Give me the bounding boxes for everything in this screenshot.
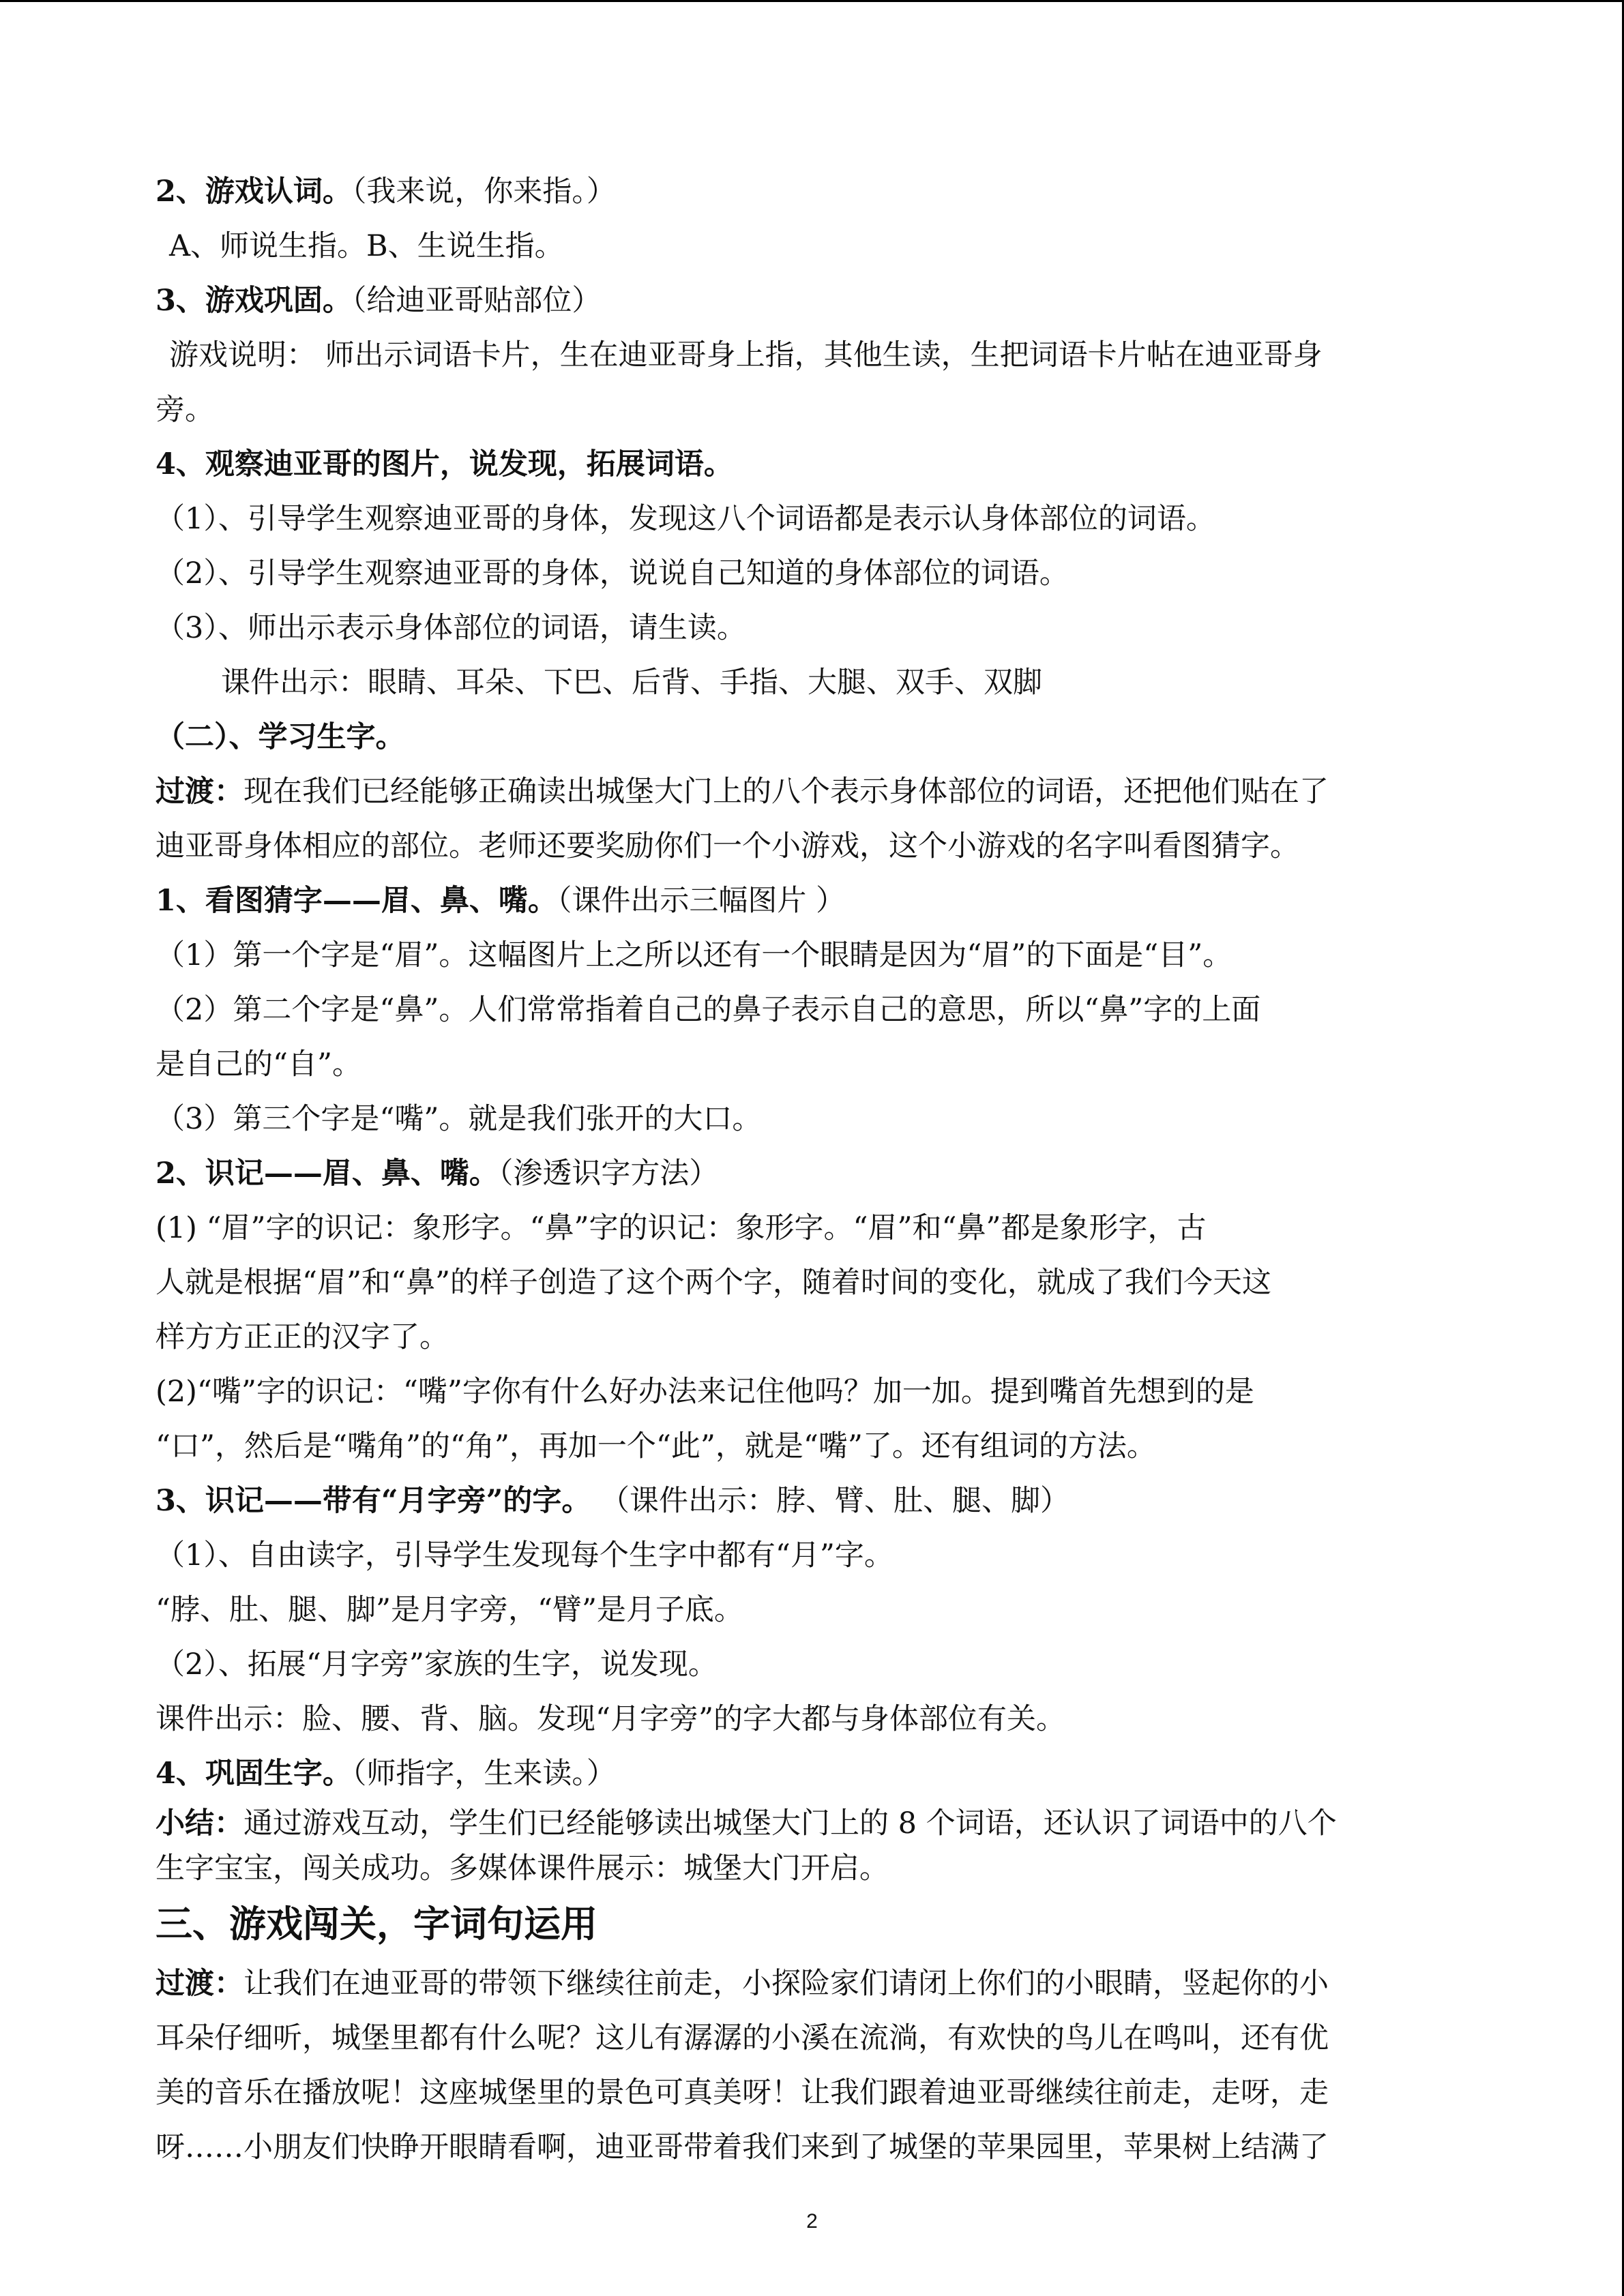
paragraph: 耳朵仔细听，城堡里都有什么呢？这儿有潺潺的小溪在流淌，有欢快的鸟儿在鸣叫，还有优: [156, 2021, 1329, 2055]
list-item: （3）、师出示表示身体部位的词语，请生读。: [156, 611, 746, 645]
paragraph: 过渡：现在我们已经能够正确读出城堡大门上的八个表示身体部位的词语，还把他们贴在了: [156, 775, 1329, 809]
paragraph: 课件出示：脸、腰、背、脑。发现“月字旁”的字大都与身体部位有关。: [156, 1702, 1065, 1736]
paragraph: A、师说生指。B、生说生指。: [169, 229, 564, 263]
paragraph: 是自己的“自”。: [156, 1047, 361, 1082]
step-heading-1: 1、看图猜字——眉、鼻、嘴。（课件出示三幅图片 ）: [156, 884, 846, 918]
paragraph: 过渡：让我们在迪亚哥的带领下继续往前走，小探险家们请闭上你们的小眼睛，竖起你的小: [156, 1967, 1329, 2001]
paragraph: 呀……小朋友们快睁开眼睛看啊，迪亚哥带着我们来到了城堡的苹果园里，苹果树上结满了: [156, 2130, 1329, 2164]
list-item: (2)“嘴”字的识记：“嘴”字你有什么好办法来记住他吗？加一加。提到嘴首先想到的是: [156, 1375, 1254, 1409]
list-item: (1) “眉”字的识记：象形字。“鼻”字的识记：象形字。“眉”和“鼻”都是象形字，古: [156, 1211, 1207, 1245]
document-body: [156, 164, 1472, 2175]
paragraph: 人就是根据“眉”和“鼻”的样子创造了这个两个字，随着时间的变化，就成了我们今天这: [156, 1266, 1271, 1300]
paragraph: 样方方正正的汉字了。: [156, 1320, 449, 1354]
paragraph: 课件出示：眼睛、耳朵、下巴、后背、手指、大腿、双手、双脚: [221, 666, 1042, 700]
section-heading: （二）、学习生字。: [156, 720, 405, 754]
list-item: （2）第二个字是“鼻”。人们常常指着自己的鼻子表示自己的意思，所以“鼻”字的上面: [156, 993, 1261, 1027]
list-item: （1）、自由读字，引导学生发现每个生字中都有“月”字。: [156, 1538, 894, 1572]
paragraph: “脖、肚、腿、脚”是月字旁，“臂”是月子底。: [156, 1593, 743, 1627]
paragraph: 迪亚哥身体相应的部位。老师还要奖励你们一个小游戏，这个小游戏的名字叫看图猜字。: [156, 829, 1299, 863]
list-item: （3）第三个字是“嘴”。就是我们张开的大口。: [156, 1102, 762, 1136]
paragraph: 游戏说明： 师出示词语卡片，生在迪亚哥身上指，其他生读，生把词语卡片帖在迪亚哥身: [169, 338, 1323, 372]
summary-paragraph: 生字宝宝，闯关成功。多媒体课件展示：城堡大门开启。: [156, 1851, 889, 1885]
list-item: （1）第一个字是“眉”。这幅图片上之所以还有一个眼睛是因为“眉”的下面是“目”。: [156, 938, 1232, 972]
paragraph: 旁。: [156, 393, 214, 427]
paragraph: “口”，然后是“嘴角”的“角”，再加一个“此”，就是“嘴”了。还有组词的方法。: [156, 1429, 1156, 1463]
heading-text: 2、游戏认词。: [156, 175, 352, 209]
summary-paragraph: 小结：通过游戏互动，学生们已经能够读出城堡大门上的 8 个词语，还认识了词语中的八个: [156, 1806, 1337, 1840]
list-item: （1）、引导学生观察迪亚哥的身体，发现这八个词语都是表示认身体部位的词语。: [156, 502, 1215, 536]
step-heading-3: 3、游戏巩固。（给迪亚哥贴部位）: [156, 284, 602, 318]
chapter-heading: 三、游戏闯关，字词句运用: [156, 1902, 597, 1945]
step-heading-2: [156, 164, 1472, 219]
step-heading-4: 4、观察迪亚哥的图片，说发现，拓展词语。: [156, 447, 733, 481]
step-heading-3b: 3、识记——带有“月字旁”的字。 （课件出示：脖、臂、肚、腿、脚）: [156, 1484, 1070, 1518]
step-heading-4b: 4、巩固生字。（师指字，生来读。）: [156, 1757, 616, 1791]
paragraph: 美的音乐在播放呢！这座城堡里的景色可真美呀！让我们跟着迪亚哥继续往前走，走呀，走: [156, 2076, 1329, 2110]
list-item: （2）、引导学生观察迪亚哥的身体，说说自己知道的身体部位的词语。: [156, 556, 1069, 591]
list-item: （2）、拓展“月字旁”家族的生字，说发现。: [156, 1648, 718, 1682]
page-number: 2: [806, 2210, 818, 2233]
step-heading-2b: 2、识记——眉、鼻、嘴。（渗透识字方法）: [156, 1157, 719, 1191]
note-text: （我来说，你来指。）: [351, 175, 616, 209]
